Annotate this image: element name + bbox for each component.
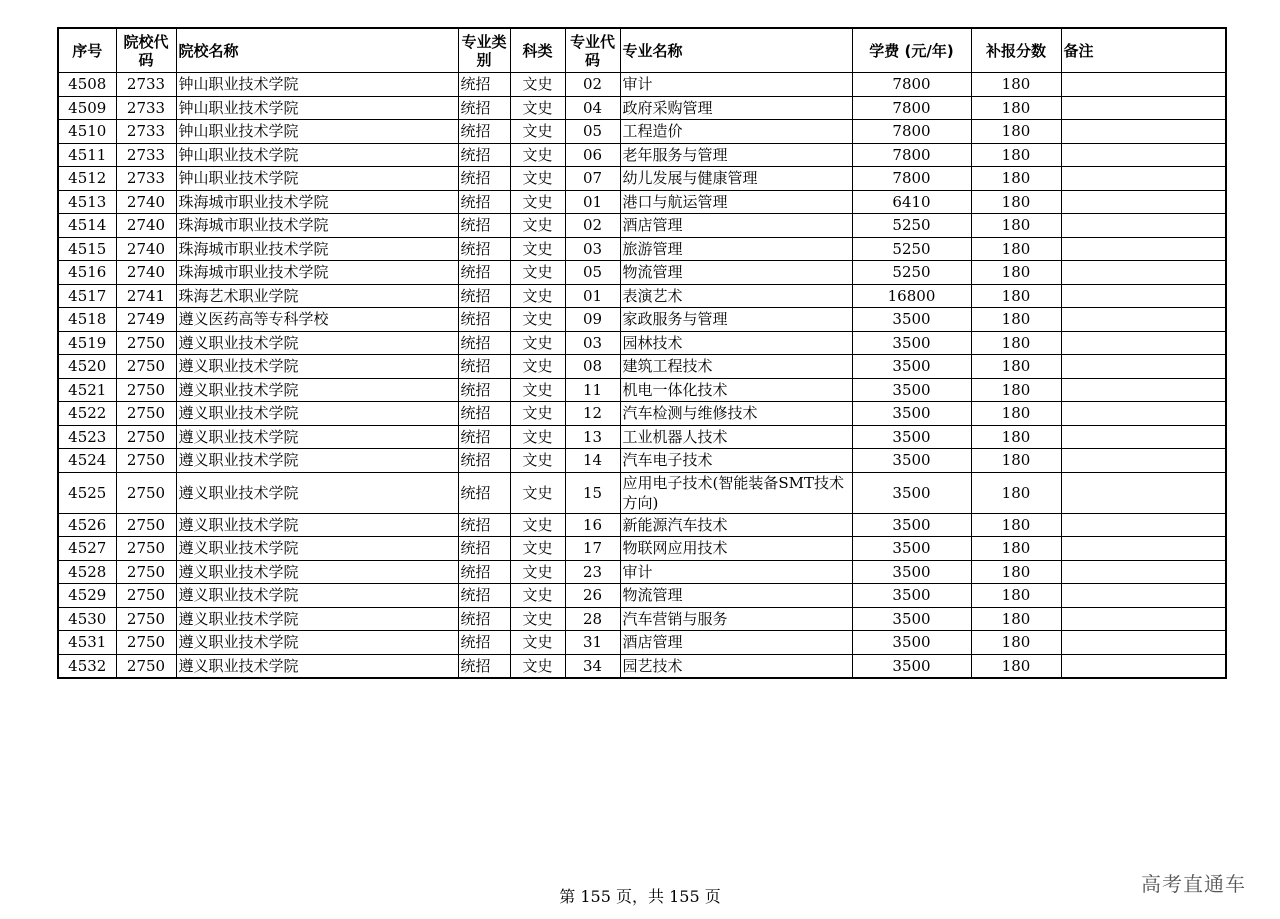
cell-school-code: 2740 — [116, 237, 176, 261]
cell-major-code: 02 — [565, 73, 620, 97]
cell-seq: 4515 — [58, 237, 116, 261]
cell-school-name: 珠海城市职业技术学院 — [176, 237, 458, 261]
cell-tuition: 3500 — [852, 331, 971, 355]
cell-score: 180 — [971, 355, 1061, 379]
cell-school-name: 钟山职业技术学院 — [176, 120, 458, 144]
cell-seq: 4518 — [58, 308, 116, 332]
cell-major-name: 园林技术 — [620, 331, 852, 355]
cell-major-type: 统招 — [458, 425, 510, 449]
cell-major-name: 审计 — [620, 73, 852, 97]
cell-school-code: 2740 — [116, 214, 176, 238]
cell-major-type: 统招 — [458, 378, 510, 402]
cell-school-code: 2733 — [116, 143, 176, 167]
cell-remark — [1061, 537, 1226, 561]
cell-score: 180 — [971, 73, 1061, 97]
cell-major-type: 统招 — [458, 284, 510, 308]
cell-tuition: 7800 — [852, 73, 971, 97]
cell-school-code: 2750 — [116, 425, 176, 449]
cell-tuition: 7800 — [852, 96, 971, 120]
cell-school-code: 2750 — [116, 584, 176, 608]
cell-seq: 4532 — [58, 654, 116, 678]
cell-school-name: 遵义医药高等专科学校 — [176, 308, 458, 332]
cell-school-name: 遵义职业技术学院 — [176, 449, 458, 473]
cell-tuition: 3500 — [852, 355, 971, 379]
cell-school-name: 钟山职业技术学院 — [176, 73, 458, 97]
cell-major-type: 统招 — [458, 120, 510, 144]
cell-tuition: 16800 — [852, 284, 971, 308]
cell-remark — [1061, 73, 1226, 97]
cell-score: 180 — [971, 537, 1061, 561]
cell-subject: 文史 — [510, 167, 565, 191]
cell-school-code: 2733 — [116, 167, 176, 191]
cell-seq: 4510 — [58, 120, 116, 144]
table-row — [58, 631, 1226, 655]
cell-major-code: 03 — [565, 237, 620, 261]
cell-subject: 文史 — [510, 584, 565, 608]
cell-subject: 文史 — [510, 513, 565, 537]
header-tuition-label: 学费 (元/年) — [869, 41, 954, 60]
cell-major-name: 幼儿发展与健康管理 — [620, 167, 852, 191]
header-major-code: 专业代码 — [565, 28, 620, 73]
cell-remark — [1061, 425, 1226, 449]
cell-major-name: 汽车营销与服务 — [620, 607, 852, 631]
table-row — [58, 73, 1226, 97]
cell-remark — [1061, 355, 1226, 379]
cell-tuition: 3500 — [852, 449, 971, 473]
cell-major-type: 统招 — [458, 237, 510, 261]
cell-major-code: 04 — [565, 96, 620, 120]
cell-school-name: 遵义职业技术学院 — [176, 402, 458, 426]
header-remark: 备注 — [1061, 28, 1226, 73]
cell-remark — [1061, 631, 1226, 655]
cell-major-code: 26 — [565, 584, 620, 608]
cell-score: 180 — [971, 631, 1061, 655]
cell-subject: 文史 — [510, 355, 565, 379]
cell-tuition: 3500 — [852, 607, 971, 631]
cell-remark — [1061, 560, 1226, 584]
table-row — [58, 560, 1226, 584]
cell-major-name: 物联网应用技术 — [620, 537, 852, 561]
cell-major-code: 09 — [565, 308, 620, 332]
cell-seq: 4516 — [58, 261, 116, 285]
cell-seq: 4521 — [58, 378, 116, 402]
cell-school-name: 珠海艺术职业学院 — [176, 284, 458, 308]
cell-school-name: 遵义职业技术学院 — [176, 560, 458, 584]
header-subject: 科类 — [510, 28, 565, 73]
cell-subject: 文史 — [510, 537, 565, 561]
cell-tuition: 7800 — [852, 120, 971, 144]
table-row — [58, 584, 1226, 608]
cell-school-code: 2750 — [116, 513, 176, 537]
cell-major-code: 08 — [565, 355, 620, 379]
admission-table — [57, 27, 1227, 679]
cell-major-type: 统招 — [458, 190, 510, 214]
cell-major-code: 01 — [565, 284, 620, 308]
cell-major-type: 统招 — [458, 654, 510, 678]
cell-subject: 文史 — [510, 237, 565, 261]
header-row — [58, 28, 1226, 73]
cell-remark — [1061, 513, 1226, 537]
cell-school-code: 2733 — [116, 96, 176, 120]
header-school-name: 院校名称 — [176, 28, 458, 73]
cell-school-name: 钟山职业技术学院 — [176, 143, 458, 167]
cell-subject: 文史 — [510, 143, 565, 167]
cell-seq: 4523 — [58, 425, 116, 449]
cell-major-name: 家政服务与管理 — [620, 308, 852, 332]
cell-major-code: 14 — [565, 449, 620, 473]
header-score: 补报分数 — [971, 28, 1061, 73]
cell-major-code: 34 — [565, 654, 620, 678]
cell-school-name: 遵义职业技术学院 — [176, 472, 458, 513]
cell-school-name: 遵义职业技术学院 — [176, 607, 458, 631]
cell-tuition: 3500 — [852, 584, 971, 608]
cell-score: 180 — [971, 425, 1061, 449]
table-row — [58, 96, 1226, 120]
cell-score: 180 — [971, 331, 1061, 355]
cell-major-type: 统招 — [458, 214, 510, 238]
header-seq: 序号 — [58, 28, 116, 73]
cell-score: 180 — [971, 378, 1061, 402]
cell-tuition: 6410 — [852, 190, 971, 214]
cell-major-name: 汽车检测与维修技术 — [620, 402, 852, 426]
cell-remark — [1061, 331, 1226, 355]
cell-score: 180 — [971, 449, 1061, 473]
cell-major-type: 统招 — [458, 355, 510, 379]
cell-major-name: 酒店管理 — [620, 631, 852, 655]
cell-major-name: 旅游管理 — [620, 237, 852, 261]
cell-remark — [1061, 214, 1226, 238]
cell-major-name: 新能源汽车技术 — [620, 513, 852, 537]
cell-school-code: 2750 — [116, 402, 176, 426]
cell-seq: 4513 — [58, 190, 116, 214]
cell-tuition: 5250 — [852, 261, 971, 285]
cell-school-code: 2750 — [116, 607, 176, 631]
cell-major-name: 表演艺术 — [620, 284, 852, 308]
cell-major-code: 15 — [565, 472, 620, 513]
cell-seq: 4529 — [58, 584, 116, 608]
cell-school-code: 2733 — [116, 120, 176, 144]
table-row — [58, 449, 1226, 473]
cell-major-type: 统招 — [458, 607, 510, 631]
cell-tuition: 7800 — [852, 167, 971, 191]
cell-score: 180 — [971, 261, 1061, 285]
cell-major-name: 工程造价 — [620, 120, 852, 144]
cell-major-code: 23 — [565, 560, 620, 584]
table-row — [58, 284, 1226, 308]
cell-major-code: 02 — [565, 214, 620, 238]
cell-seq: 4524 — [58, 449, 116, 473]
cell-subject: 文史 — [510, 331, 565, 355]
cell-subject: 文史 — [510, 654, 565, 678]
cell-remark — [1061, 449, 1226, 473]
cell-seq: 4519 — [58, 331, 116, 355]
cell-school-name: 钟山职业技术学院 — [176, 167, 458, 191]
table-row — [58, 425, 1226, 449]
cell-remark — [1061, 654, 1226, 678]
cell-major-type: 统招 — [458, 449, 510, 473]
cell-major-name: 园艺技术 — [620, 654, 852, 678]
cell-score: 180 — [971, 472, 1061, 513]
cell-major-code: 17 — [565, 537, 620, 561]
cell-major-code: 13 — [565, 425, 620, 449]
cell-tuition: 3500 — [852, 513, 971, 537]
cell-subject: 文史 — [510, 308, 565, 332]
cell-score: 180 — [971, 143, 1061, 167]
cell-tuition: 7800 — [852, 143, 971, 167]
cell-major-name: 物流管理 — [620, 261, 852, 285]
table-row — [58, 378, 1226, 402]
cell-score: 180 — [971, 167, 1061, 191]
cell-tuition: 5250 — [852, 237, 971, 261]
cell-subject: 文史 — [510, 261, 565, 285]
cell-school-code: 2750 — [116, 537, 176, 561]
cell-school-name: 遵义职业技术学院 — [176, 654, 458, 678]
cell-remark — [1061, 167, 1226, 191]
header-school-code: 院校代码 — [116, 28, 176, 73]
cell-tuition: 3500 — [852, 654, 971, 678]
cell-seq: 4527 — [58, 537, 116, 561]
cell-major-code: 11 — [565, 378, 620, 402]
watermark-text: 高考直通车 — [1141, 872, 1246, 896]
cell-seq: 4528 — [58, 560, 116, 584]
cell-school-code: 2750 — [116, 449, 176, 473]
cell-seq: 4509 — [58, 96, 116, 120]
cell-major-name: 工业机器人技术 — [620, 425, 852, 449]
cell-tuition: 3500 — [852, 425, 971, 449]
cell-major-type: 统招 — [458, 261, 510, 285]
table-body — [58, 73, 1226, 679]
cell-score: 180 — [971, 513, 1061, 537]
cell-score: 180 — [971, 237, 1061, 261]
cell-seq: 4525 — [58, 472, 116, 513]
cell-school-code: 2740 — [116, 190, 176, 214]
cell-remark — [1061, 120, 1226, 144]
cell-major-code: 31 — [565, 631, 620, 655]
cell-school-name: 遵义职业技术学院 — [176, 631, 458, 655]
header-major-name: 专业名称 — [620, 28, 852, 73]
cell-remark — [1061, 472, 1226, 513]
cell-major-name: 港口与航运管理 — [620, 190, 852, 214]
cell-major-name: 审计 — [620, 560, 852, 584]
cell-score: 180 — [971, 308, 1061, 332]
table-row — [58, 237, 1226, 261]
table-row — [58, 143, 1226, 167]
cell-major-name: 物流管理 — [620, 584, 852, 608]
cell-school-name: 珠海城市职业技术学院 — [176, 190, 458, 214]
cell-tuition: 3500 — [852, 308, 971, 332]
cell-remark — [1061, 607, 1226, 631]
cell-subject: 文史 — [510, 96, 565, 120]
cell-subject: 文史 — [510, 631, 565, 655]
cell-major-type: 统招 — [458, 584, 510, 608]
cell-major-name: 酒店管理 — [620, 214, 852, 238]
cell-major-code: 03 — [565, 331, 620, 355]
cell-tuition: 5250 — [852, 214, 971, 238]
cell-school-name: 钟山职业技术学院 — [176, 96, 458, 120]
cell-school-code: 2750 — [116, 631, 176, 655]
cell-major-type: 统招 — [458, 560, 510, 584]
cell-major-type: 统招 — [458, 537, 510, 561]
cell-major-type: 统招 — [458, 631, 510, 655]
cell-school-code: 2750 — [116, 331, 176, 355]
cell-seq: 4514 — [58, 214, 116, 238]
header-tuition — [852, 28, 971, 73]
cell-school-code: 2750 — [116, 560, 176, 584]
table-row — [58, 402, 1226, 426]
cell-major-code: 07 — [565, 167, 620, 191]
cell-subject: 文史 — [510, 472, 565, 513]
cell-school-code: 2733 — [116, 73, 176, 97]
cell-school-name: 遵义职业技术学院 — [176, 513, 458, 537]
cell-seq: 4508 — [58, 73, 116, 97]
table-row — [58, 120, 1226, 144]
cell-seq: 4511 — [58, 143, 116, 167]
cell-score: 180 — [971, 584, 1061, 608]
table-row — [58, 654, 1226, 678]
table-row — [58, 214, 1226, 238]
cell-school-name: 遵义职业技术学院 — [176, 584, 458, 608]
cell-major-code: 05 — [565, 261, 620, 285]
cell-school-code: 2750 — [116, 378, 176, 402]
cell-major-code: 16 — [565, 513, 620, 537]
cell-subject: 文史 — [510, 284, 565, 308]
cell-major-name: 汽车电子技术 — [620, 449, 852, 473]
cell-seq: 4522 — [58, 402, 116, 426]
cell-seq: 4512 — [58, 167, 116, 191]
table-row — [58, 472, 1226, 513]
cell-seq: 4517 — [58, 284, 116, 308]
cell-tuition: 3500 — [852, 472, 971, 513]
cell-major-type: 统招 — [458, 331, 510, 355]
cell-seq: 4526 — [58, 513, 116, 537]
cell-major-code: 12 — [565, 402, 620, 426]
cell-major-code: 28 — [565, 607, 620, 631]
table-row — [58, 331, 1226, 355]
table-row — [58, 190, 1226, 214]
cell-major-code: 01 — [565, 190, 620, 214]
cell-school-name: 珠海城市职业技术学院 — [176, 261, 458, 285]
cell-subject: 文史 — [510, 449, 565, 473]
cell-score: 180 — [971, 560, 1061, 584]
cell-tuition: 3500 — [852, 631, 971, 655]
cell-score: 180 — [971, 284, 1061, 308]
cell-tuition: 3500 — [852, 402, 971, 426]
cell-score: 180 — [971, 607, 1061, 631]
cell-seq: 4530 — [58, 607, 116, 631]
cell-remark — [1061, 584, 1226, 608]
cell-score: 180 — [971, 654, 1061, 678]
cell-score: 180 — [971, 214, 1061, 238]
cell-major-type: 统招 — [458, 73, 510, 97]
cell-major-code: 05 — [565, 120, 620, 144]
cell-seq: 4531 — [58, 631, 116, 655]
cell-subject: 文史 — [510, 425, 565, 449]
cell-score: 180 — [971, 120, 1061, 144]
cell-subject: 文史 — [510, 378, 565, 402]
cell-major-name: 建筑工程技术 — [620, 355, 852, 379]
cell-school-code: 2750 — [116, 654, 176, 678]
cell-major-type: 统招 — [458, 143, 510, 167]
cell-subject: 文史 — [510, 120, 565, 144]
cell-school-code: 2740 — [116, 261, 176, 285]
cell-subject: 文史 — [510, 214, 565, 238]
page-number-footer: 第 155 页，共 155 页 — [559, 887, 721, 906]
table-row — [58, 355, 1226, 379]
cell-major-name: 机电一体化技术 — [620, 378, 852, 402]
table-row — [58, 308, 1226, 332]
table-row — [58, 261, 1226, 285]
cell-score: 180 — [971, 96, 1061, 120]
cell-remark — [1061, 308, 1226, 332]
cell-major-name: 老年服务与管理 — [620, 143, 852, 167]
header-major-type: 专业类别 — [458, 28, 510, 73]
cell-subject: 文史 — [510, 560, 565, 584]
table-row — [58, 513, 1226, 537]
cell-school-code: 2750 — [116, 355, 176, 379]
cell-major-type: 统招 — [458, 96, 510, 120]
cell-school-name: 珠海城市职业技术学院 — [176, 214, 458, 238]
cell-remark — [1061, 143, 1226, 167]
cell-subject: 文史 — [510, 402, 565, 426]
cell-school-name: 遵义职业技术学院 — [176, 378, 458, 402]
cell-major-code: 06 — [565, 143, 620, 167]
cell-tuition: 3500 — [852, 537, 971, 561]
table-row — [58, 607, 1226, 631]
cell-school-name: 遵义职业技术学院 — [176, 537, 458, 561]
cell-remark — [1061, 402, 1226, 426]
cell-major-type: 统招 — [458, 308, 510, 332]
cell-school-name: 遵义职业技术学院 — [176, 355, 458, 379]
cell-remark — [1061, 284, 1226, 308]
cell-remark — [1061, 378, 1226, 402]
cell-score: 180 — [971, 190, 1061, 214]
cell-remark — [1061, 96, 1226, 120]
cell-school-name: 遵义职业技术学院 — [176, 425, 458, 449]
cell-major-name: 政府采购管理 — [620, 96, 852, 120]
cell-tuition: 3500 — [852, 378, 971, 402]
cell-major-type: 统招 — [458, 402, 510, 426]
cell-major-type: 统招 — [458, 167, 510, 191]
cell-score: 180 — [971, 402, 1061, 426]
cell-major-name: 应用电子技术(智能装备SMT技术方向) — [620, 472, 852, 513]
cell-major-type: 统招 — [458, 472, 510, 513]
cell-remark — [1061, 261, 1226, 285]
cell-major-type: 统招 — [458, 513, 510, 537]
cell-school-code: 2741 — [116, 284, 176, 308]
table-row — [58, 167, 1226, 191]
cell-subject: 文史 — [510, 73, 565, 97]
cell-school-code: 2749 — [116, 308, 176, 332]
cell-remark — [1061, 237, 1226, 261]
table-row — [58, 537, 1226, 561]
cell-tuition: 3500 — [852, 560, 971, 584]
cell-seq: 4520 — [58, 355, 116, 379]
cell-school-code: 2750 — [116, 472, 176, 513]
cell-subject: 文史 — [510, 607, 565, 631]
cell-school-name: 遵义职业技术学院 — [176, 331, 458, 355]
cell-remark — [1061, 190, 1226, 214]
cell-subject: 文史 — [510, 190, 565, 214]
